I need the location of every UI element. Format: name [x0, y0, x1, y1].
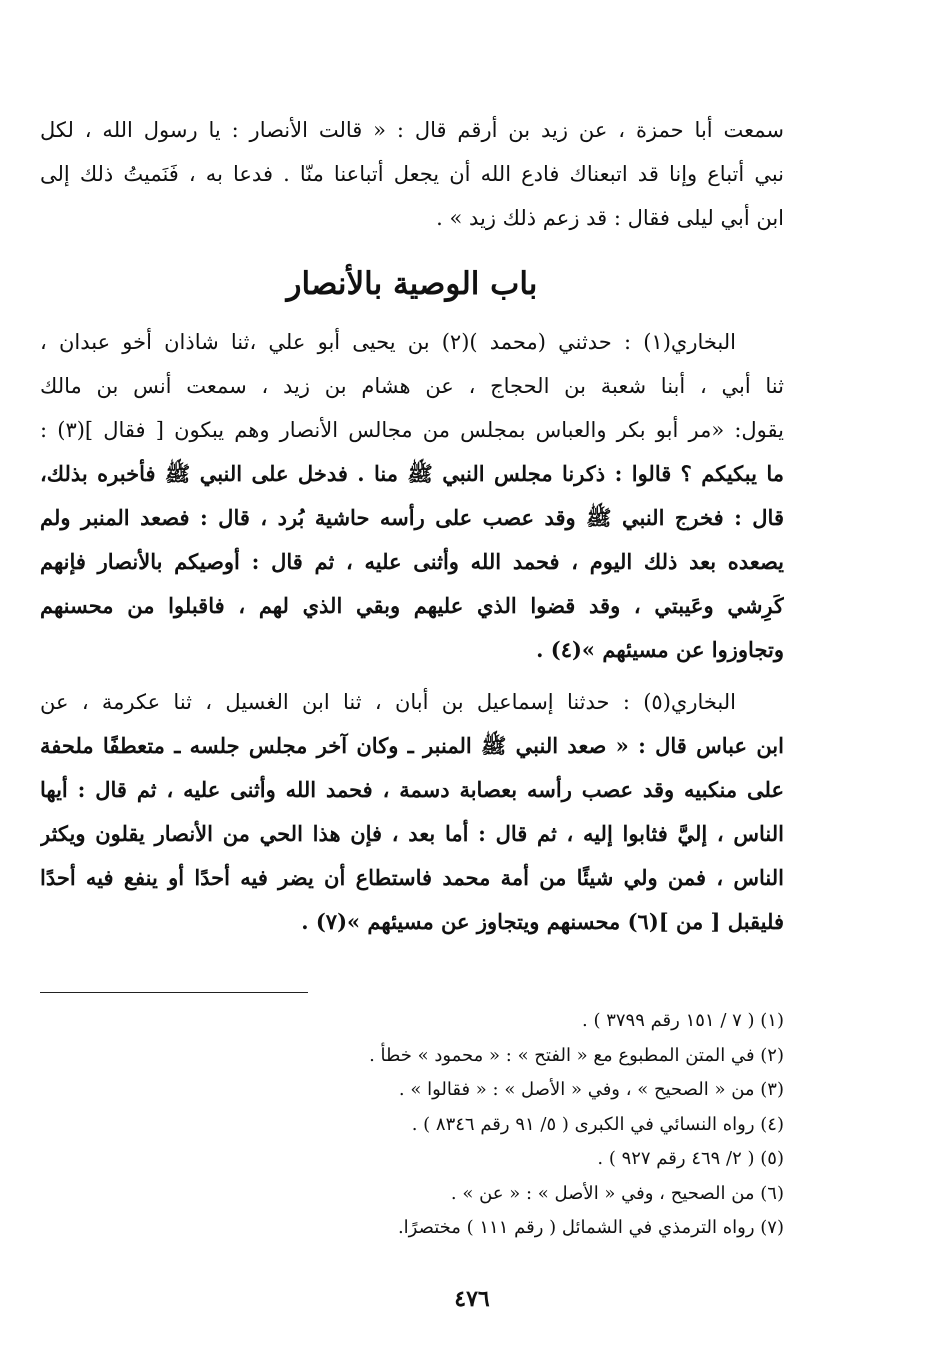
page-number: ٤٧٦	[454, 1286, 490, 1312]
footnote-divider	[40, 992, 308, 993]
text-line: فليقبل [ من ](٦) محسنهم ويتجاوز عن مسيئهم »(٧) .	[301, 909, 784, 934]
text-line: ثنا أبي ، أبنا شعبة بن الحجاج ، عن هشام بن زيد ، سمعت أنس بن مالك	[40, 374, 784, 398]
intro-paragraph	[40, 108, 784, 240]
footnote: (٦) من الصحيح ، وفي « الأصل » : « عن » .	[450, 1182, 784, 1204]
chapter-heading: باب الوصية بالأنصار	[286, 266, 538, 302]
hadith-paragraph-1	[40, 320, 784, 672]
text-line: ابن أبي ليلى فقال : قد زعم ذلك زيد » .	[436, 206, 784, 230]
text-line: وتجاوزوا عن مسيئهم »(٤) .	[536, 637, 784, 662]
text-line: البخاري(١) : حدثني (محمد )(٢) بن يحيى أبو علي ،ثنا شاذان أخو عبدان ،	[40, 330, 736, 354]
text-line: ابن عباس قال : « صعد النبي ﷺ المنبر ـ وكان آخر مجلس جلسه ـ متعطفًا ملحفة	[40, 733, 784, 758]
text-line: كَرِشي وعَيبتي ، وقد قضوا الذي عليهم وبقي الذي لهم ، فاقبلوا من محسنهم	[40, 593, 784, 618]
text-line: نبي أتباع وإنا قد اتبعناك فادع الله أن يجعل أتباعنا منّا . فدعا به ، فَنَميتُ ذلك إلى	[40, 162, 784, 186]
footnote: (١) ( ٧ / ١٥١ رقم ٣٧٩٩ ) .	[582, 1010, 784, 1031]
text-line: يقول: «مر أبو بكر والعباس بمجلس من مجالس الأنصار وهم يبكون [ فقال ](٣) :	[40, 418, 784, 442]
footnote: (٣) من « الصحيح » ، وفي « الأصل » : « فقالوا » .	[398, 1079, 784, 1100]
text-line: يصعده بعد ذلك اليوم ، فحمد الله وأثنى عليه ، ثم قال : أوصيكم بالأنصار فإنهم	[40, 549, 784, 574]
hadith-paragraph-2	[40, 680, 784, 944]
footnote: (٥) ( ٢/ ٤٦٩ رقم ٩٢٧ ) .	[597, 1148, 784, 1169]
footnote: (٧) رواه الترمذي في الشمائل ( رقم ١١١ ) مختصرًا.	[397, 1217, 784, 1238]
text-line: ما يبكيكم ؟ قالوا : ذكرنا مجلس النبي ﷺ منا . فدخل على النبي ﷺ فأخبره بذلك،	[40, 461, 784, 486]
main-text	[40, 108, 784, 952]
text-line: سمعت أبا حمزة ، عن زيد بن أرقم قال : « قالت الأنصار : يا رسول الله ، لكل	[40, 118, 784, 142]
text-line: على منكبيه وقد عصب رأسه بعصابة دسمة ، فحمد الله وأثنى عليه ، ثم قال : أيها	[40, 777, 784, 802]
footnotes	[40, 1004, 784, 1246]
text-line: قال : فخرج النبي ﷺ وقد عصب على رأسه حاشية بُرد ، قال : فصعد المنبر ولم	[40, 505, 784, 530]
text-line: الناس ، إليَّ فثابوا إليه ، ثم قال : أما بعد ، فإن هذا الحي من الأنصار يقلون ويكثر	[40, 821, 784, 846]
text-line: الناس ، فمن ولي شيئًا من أمة محمد فاستطاع أن يضر فيه أحدًا أو ينفع فيه أحدًا	[40, 865, 784, 890]
footnote: (٢) في المتن المطبوع مع « الفتح » : « محمود » خطأ .	[369, 1044, 784, 1066]
footnote: (٤) رواه النسائي في الكبرى ( ٥/ ٩١ رقم ٨٣٤٦ ) .	[411, 1113, 784, 1135]
text-line: البخاري(٥) : حدثنا إسماعيل بن أبان ، ثنا ابن الغسيل ، ثنا عكرمة ، عن	[40, 690, 736, 714]
